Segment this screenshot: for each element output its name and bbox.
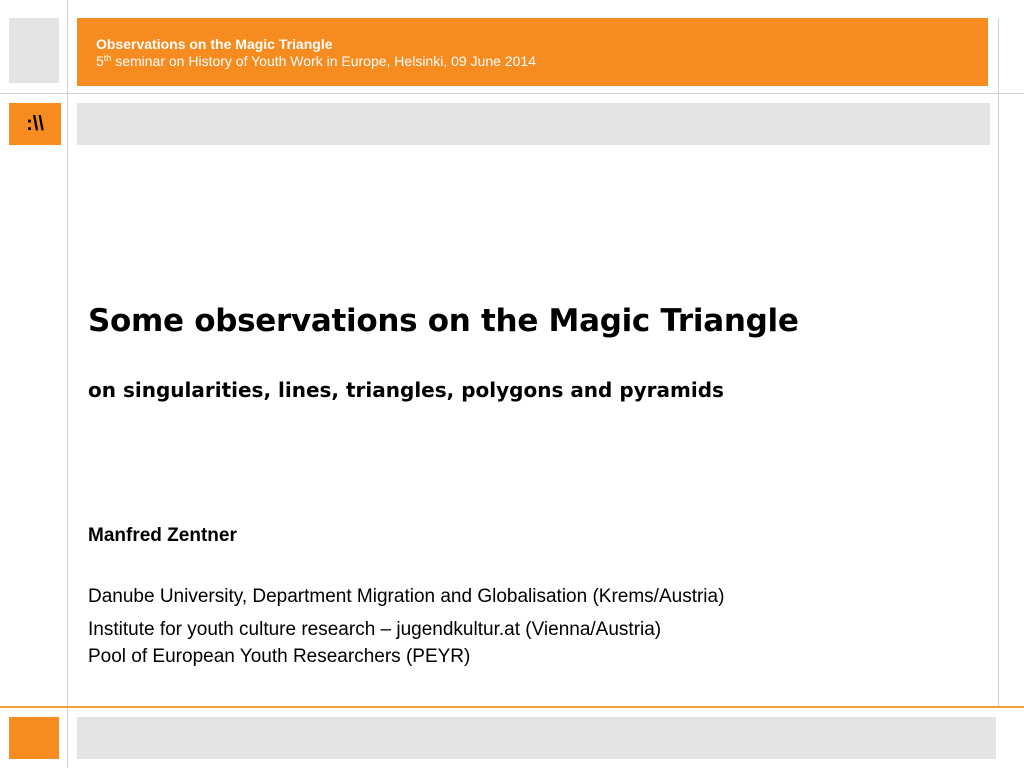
author-name: Manfred Zentner	[88, 525, 237, 546]
header-banner	[77, 18, 988, 86]
slide-subtitle: on singularities, lines, triangles, polygons and pyramids	[88, 378, 724, 402]
left-frame-line	[67, 0, 68, 768]
header-title: Observations on the Magic Triangle	[96, 36, 333, 52]
header-subtitle	[96, 53, 988, 70]
affiliation-line: Institute for youth culture research – jugendkultur.at (Vienna/Austria)	[88, 619, 662, 640]
footer-corner-block	[9, 717, 59, 759]
slide-title: Some observations on the Magic Triangle	[88, 303, 799, 339]
top-divider-line	[0, 93, 1024, 94]
footer-grey-bar	[77, 717, 996, 759]
logo: :\\	[9, 103, 61, 145]
header-corner-block	[9, 18, 59, 83]
header-ordinal-suffix: th	[103, 53, 112, 63]
right-frame-line	[998, 18, 999, 706]
affiliation-line: Danube University, Department Migration and Globalisation (Krems/Austria)	[88, 586, 725, 607]
header-subtitle-text: seminar on History of Youth Work in Europe, Helsinki, 09 June 2014	[111, 53, 536, 69]
affiliation-line: Pool of European Youth Researchers (PEYR)	[88, 646, 471, 667]
header-ordinal-number: 5	[96, 53, 104, 69]
bottom-divider-line	[0, 706, 1024, 708]
top-grey-bar	[77, 103, 990, 145]
